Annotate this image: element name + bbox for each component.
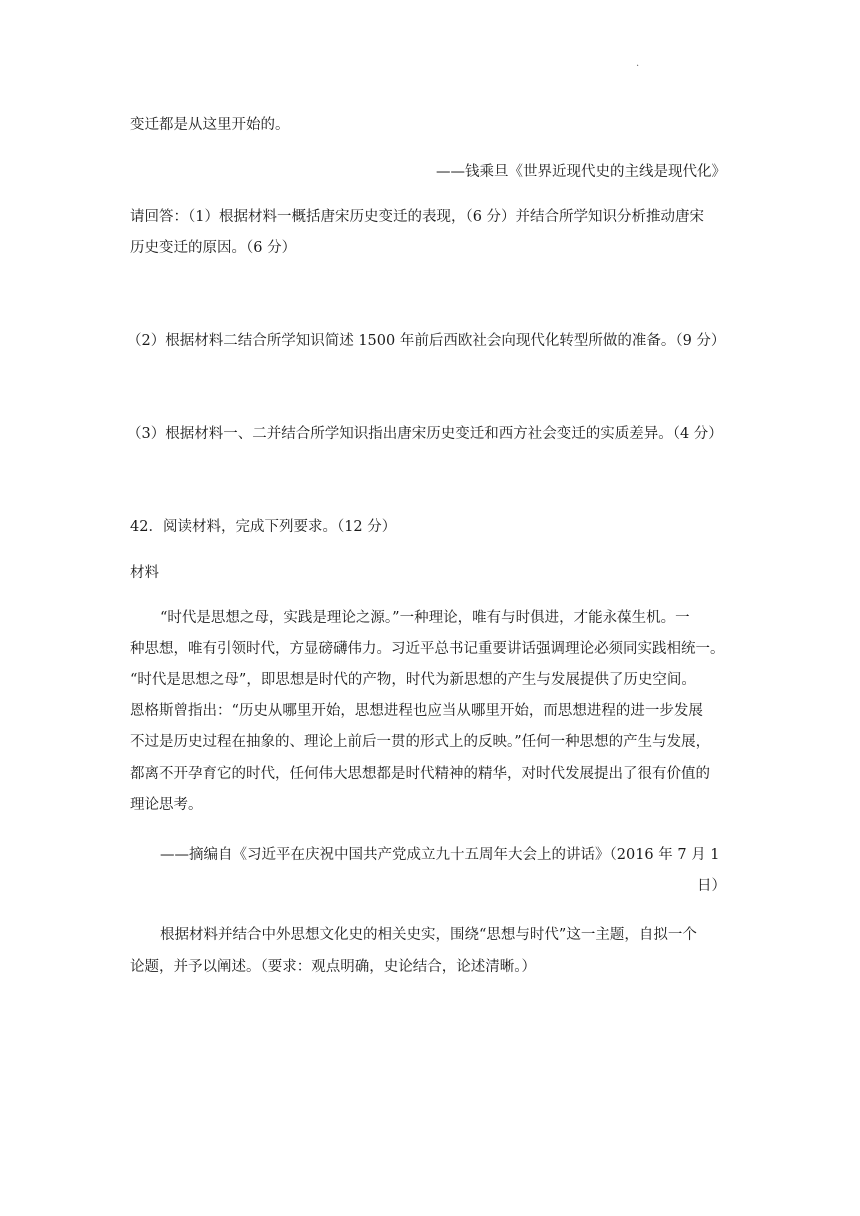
material-label: 材料 [130,565,159,581]
continuation-text: 变迁都是从这里开始的。 [130,117,290,133]
header-mark: . [636,58,640,69]
source-citation-2-line-2: 日） [697,878,726,894]
material-line-2: 种思想，唯有引领时代，方显磅礴伟力。习近平总书记重要讲话强调理论必须同实践相统一。 [130,641,725,657]
task-line-2: 论题，并予以阐述。（要求：观点明确，史论结合，论述清晰。） [130,959,536,975]
material-line-1: “时代是思想之母，实践是理论之源。”一种理论，唯有与时俱进，才能永葆生机。一 [160,610,690,626]
material-line-4: 恩格斯曾指出：“历史从哪里开始，思想进程也应当从哪里开始，而思想进程的进一步发展 [130,703,703,719]
question-41-2: （2）根据材料二结合所学知识简述 1500 年前后西欧社会向现代化转型所做的准备。（9 分） [127,333,726,349]
question-41-1-line-1: 请回答：（1）根据材料一概括唐宋历史变迁的表现，（6 分）并结合所学知识分析推动唐宋 [130,209,705,225]
question-42-title: 42．阅读材料，完成下列要求。（12 分） [130,519,397,535]
task-line-1: 根据材料并结合中外思想文化史的相关史实，围绕“思想与时代”这一主题，自拟一个 [160,927,697,943]
material-line-5: 不过是历史过程在抽象的、理论上前后一贯的形式上的反映。”任何一种思想的产生与发展， [130,734,711,750]
question-41-3: （3）根据材料一、二并结合所学知识指出唐宋历史变迁和西方社会变迁的实质差异。（4 分） [127,426,723,442]
source-citation-2-line-1: ——摘编自《习近平在庆祝中国共产党成立九十五周年大会上的讲话》（2016 年 7 月 1 [160,847,720,863]
source-citation-1: ——钱乘旦《世界近现代史的主线是现代化》 [436,164,726,180]
material-line-6: 都离不开孕育它的时代，任何伟大思想都是时代精神的精华，对时代发展提出了很有价值的 [130,766,710,782]
question-41-1-line-2: 历史变迁的原因。（6 分） [130,240,297,256]
material-line-7: 理论思考。 [130,797,203,813]
material-line-3: “时代是思想之母”，即思想是时代的产物，时代为新思想的产生与发展提供了历史空间。 [130,672,696,688]
